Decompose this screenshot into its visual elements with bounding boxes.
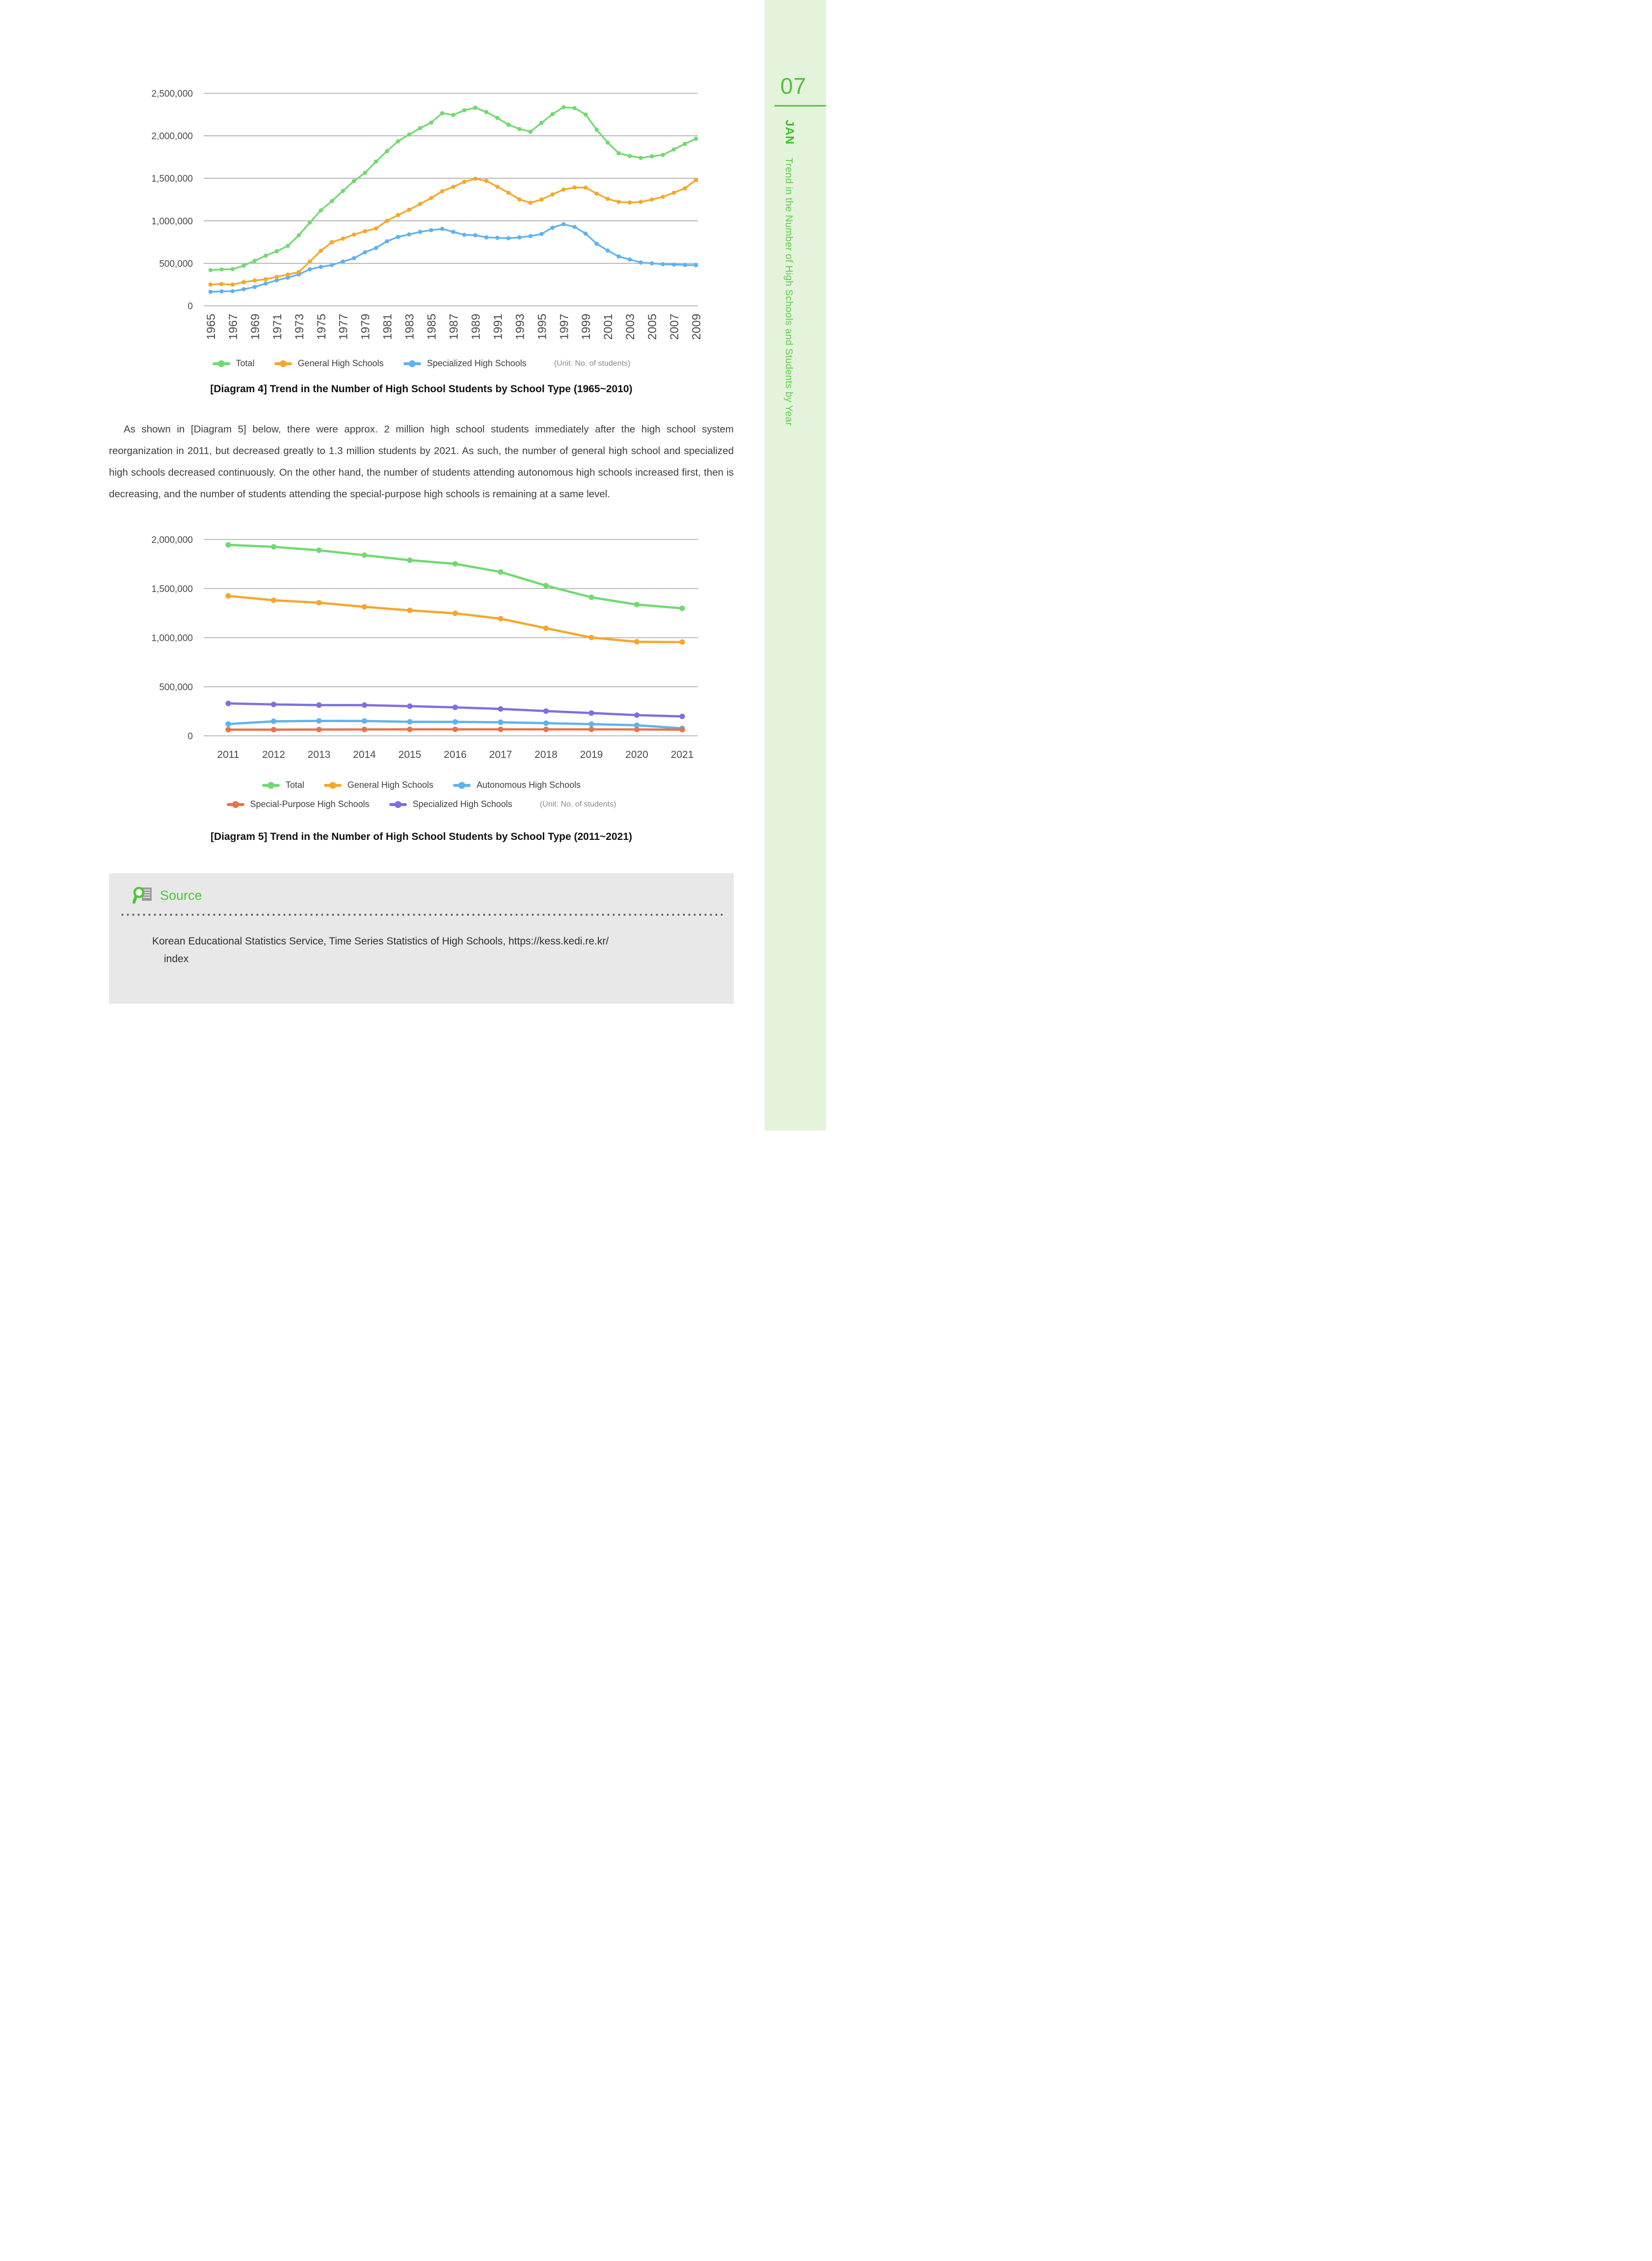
data-point [639,156,643,160]
data-point [385,239,389,243]
data-point [219,289,224,294]
data-point [319,208,323,213]
source-citation [152,933,694,968]
sidebar-rule [774,105,826,107]
data-point [374,160,378,164]
data-point [506,236,511,241]
y-axis-label: 0 [187,301,193,312]
data-point [429,120,433,125]
data-point [650,261,654,266]
data-point [495,236,500,240]
data-point [588,635,594,640]
legend-item-autonomous-high-schools [453,780,581,790]
data-point [407,727,412,732]
legend-item-special-purpose-high-schools [227,799,370,809]
source-citation-line1: Korean Educational Statistics Service, Time Series Statistics of High Schools, https://kess.kedi.re.kr/ [152,936,609,947]
data-point [672,263,676,267]
data-point [683,142,687,146]
data-point [498,616,503,621]
data-point [219,282,224,286]
data-point [517,127,522,131]
data-point [231,282,235,287]
data-point [341,189,345,193]
data-point [634,602,639,607]
data-point [473,177,478,181]
legend-marker [227,803,244,806]
data-point [572,186,577,190]
x-axis-label: 1969 [248,314,262,340]
x-axis-label: 1999 [580,314,593,340]
data-point [385,149,389,153]
data-point [407,558,412,563]
data-point [606,140,610,145]
data-point [297,270,301,274]
data-point [539,121,544,125]
data-point [584,186,588,190]
x-axis-label: 2016 [444,749,467,760]
data-point [694,263,698,268]
data-point [661,153,665,157]
y-axis-label: 2,000,000 [151,131,193,142]
data-point [231,289,235,294]
x-axis-label: 2009 [690,314,703,340]
data-point [453,719,458,725]
data-point [264,254,268,258]
page-number: 07 [780,73,807,99]
data-point [550,192,555,197]
data-point [495,116,500,120]
data-point [363,250,367,255]
data-point [594,242,599,246]
data-point [539,232,544,236]
data-point [572,106,577,110]
data-point [396,235,400,239]
data-point [634,712,639,718]
legend-marker [213,362,230,365]
data-point [628,257,632,262]
legend-label: Total [285,780,304,790]
data-point [271,544,276,549]
x-axis-label: 1979 [359,314,373,340]
data-point [453,561,458,566]
data-point [341,237,345,241]
x-axis-label: 1987 [447,314,461,340]
x-axis-label: 1977 [337,314,350,340]
data-point [529,201,533,205]
data-point [584,231,588,236]
data-point [462,108,467,112]
data-point [672,147,676,152]
data-point [352,179,356,184]
x-axis-label: 2014 [353,749,376,760]
data-point [363,229,367,234]
diagram4-chart [109,83,734,354]
data-point [271,719,276,724]
legend-label: Specialized High Schools [426,358,527,368]
x-axis-label: 1981 [381,314,395,340]
data-point [529,130,533,134]
data-point [506,123,511,127]
source-box [109,873,734,1004]
x-axis-label: 2011 [217,749,240,760]
data-point [319,248,323,253]
legend-item-general-high-schools [324,780,433,790]
data-point [374,226,378,231]
data-point [462,233,467,237]
data-point [225,593,231,598]
data-point [362,552,367,558]
data-point [451,113,455,117]
y-axis-label: 1,000,000 [151,216,193,227]
data-point [588,727,594,732]
data-point [330,263,334,268]
dotted-divider [120,914,723,916]
x-axis-label: 2020 [625,749,648,760]
data-point [679,606,685,611]
x-axis-label: 2007 [668,314,682,340]
y-axis-label: 1,500,000 [151,584,193,594]
y-axis-label: 2,500,000 [151,89,193,99]
x-axis-label: 1995 [535,314,549,340]
sidebar-vertical-text [782,120,796,426]
data-point [275,275,279,279]
data-point [385,219,389,223]
diagram4-legend [109,358,734,369]
data-point [628,154,632,158]
data-point [473,233,478,238]
data-point [316,547,321,553]
source-citation-line2: index [164,953,189,965]
x-axis-label: 1965 [205,314,218,340]
data-point [225,700,231,706]
data-point [362,727,367,732]
y-axis-label: 2,000,000 [151,535,193,545]
data-point [440,189,445,193]
data-point [498,706,503,712]
magnifier-document-icon [133,886,153,905]
data-point [634,639,639,645]
data-point [584,112,588,117]
data-point [453,704,458,710]
data-point [231,267,235,271]
report-page [0,0,826,1130]
data-point [639,200,643,204]
data-point [453,727,458,732]
legend-label: Total [236,358,255,368]
data-point [639,260,643,265]
legend-label: Special-Purpose High Schools [250,799,370,809]
x-axis-label: 2012 [262,749,285,760]
x-axis-label: 1993 [513,314,527,340]
data-point [241,280,246,285]
data-point [543,708,549,714]
legend-label: General High Schools [297,358,384,368]
legend-marker [324,784,342,787]
data-point [352,256,356,261]
data-point [543,727,549,732]
data-point [319,265,323,269]
legend-marker [274,362,292,365]
data-point [407,703,412,709]
data-point [407,719,412,725]
x-axis-label: 1971 [270,314,284,340]
data-point [451,185,455,189]
data-point [498,720,503,725]
unit-label: (Unit: No. of students) [539,800,616,808]
data-point [484,110,489,114]
data-point [362,604,367,610]
data-point [473,106,478,110]
data-point [440,111,445,115]
data-point [308,220,312,225]
legend-marker [389,803,407,806]
data-point [308,267,312,271]
data-point [253,278,257,283]
data-point [683,263,687,268]
legend-item-total [213,358,255,369]
data-point [484,235,489,240]
data-point [588,722,594,727]
data-point [679,639,685,645]
legend-marker [403,362,421,365]
data-point [683,186,687,190]
data-point [672,190,676,195]
data-point [271,727,276,732]
data-point [650,197,654,202]
data-point [606,197,610,201]
data-point [561,105,566,109]
data-point [418,202,423,206]
data-point [374,246,378,250]
data-point [561,188,566,192]
data-point [453,611,458,616]
data-point [594,128,599,132]
data-point [550,225,555,230]
data-point [616,254,621,259]
data-point [606,248,610,253]
data-point [271,701,276,707]
x-axis-label: 2017 [489,749,512,760]
sidebar [765,0,826,1130]
data-point [572,225,577,229]
data-point [543,625,549,631]
diagram5-legend-row1 [109,780,734,790]
data-point [286,272,290,277]
data-point [341,260,345,264]
data-point [209,290,213,294]
legend-item-specialized-high-schools [389,799,512,809]
data-point [517,197,522,202]
data-point [253,285,257,289]
data-point [407,608,412,613]
data-point [352,233,356,237]
legend-label: Autonomous High Schools [477,780,581,790]
data-point [594,191,599,196]
data-point [297,233,301,238]
data-point [241,287,246,292]
data-point [286,244,290,248]
data-point [616,200,621,204]
y-axis-label: 0 [187,731,193,742]
data-point [418,230,423,234]
data-point [661,195,665,199]
legend-item-general-high-schools [274,358,384,369]
data-point [451,230,455,234]
y-axis-label: 500,000 [159,682,193,693]
x-axis-label: 2013 [307,749,331,760]
data-point [650,154,654,159]
diagram5-caption: [Diagram 5] Trend in the Number of High School Students by School Type (2011~2021) [210,831,633,842]
data-point [550,112,555,116]
data-point [517,235,522,240]
diagram5-chart [109,530,734,761]
data-point [225,721,231,727]
x-axis-label: 2015 [398,749,422,760]
diagram4-caption: [Diagram 4] Trend in the Number of High School Students by School Type (1965~2010) [210,383,633,395]
data-point [396,213,400,217]
data-point [429,228,433,233]
x-axis-label: 1983 [403,314,417,340]
data-point [694,136,698,141]
legend-item-total [262,780,304,790]
legend-label: Specialized High Schools [412,799,512,809]
data-point [362,718,367,724]
data-point [316,727,321,732]
data-point [209,282,213,287]
x-axis-label: 2021 [670,749,694,760]
legend-marker [262,784,280,787]
data-point [495,185,500,189]
series-line-specialized-high-schools [211,224,696,292]
data-point [462,180,467,184]
x-axis-label: 1985 [425,314,439,340]
data-point [543,721,549,726]
data-point [241,264,246,268]
x-axis-label: 2019 [580,749,603,760]
data-point [407,208,411,212]
data-point [362,702,367,708]
data-point [308,260,312,264]
series-line-general-high-schools [228,596,682,642]
y-axis-label: 1,500,000 [151,174,193,185]
data-point [628,200,632,205]
data-point [407,133,411,137]
x-axis-label: 2003 [624,314,638,340]
data-point [264,277,268,282]
data-point [418,126,423,131]
data-point [588,710,594,716]
source-heading: Source [160,888,202,903]
data-point [616,151,621,156]
data-point [225,542,231,547]
y-axis-label: 1,000,000 [151,633,193,644]
data-point [225,727,231,732]
data-point [264,281,268,286]
main-content [109,0,734,1004]
data-point [679,714,685,719]
y-axis-label: 500,000 [159,259,193,269]
data-point [694,178,698,182]
diagram5-legend-row2 [109,799,734,809]
x-axis-label: 2005 [646,314,660,340]
sidebar-title: Trend in the Number of High Schools and Students by Year [783,158,794,426]
data-point [253,259,257,263]
data-point [429,196,433,200]
sidebar-month: JAN [783,120,796,145]
data-point [275,249,279,254]
x-axis-label: 2001 [602,314,615,340]
data-point [271,597,276,603]
data-point [219,268,224,272]
unit-label: (Unit: No. of students) [554,359,631,368]
data-point [440,227,445,231]
x-axis-label: 1975 [315,314,328,340]
source-header [109,873,734,905]
body-paragraph: As shown in [Diagram 5] below, there were approx. 2 million high school students immediately after the high school system reorganization in 2011, but decreased greatly to 1.3 million students by 2021. As such, the number of general high school and specialized high schools decreased continuously. On the other hand, the number of students attending autonomous high schools increased first, then is decreasing, and the number of students attending the special-purpose high schools is remaining at a same level. [109,424,734,500]
x-axis-label: 1991 [491,314,505,340]
data-point [506,190,511,195]
data-point [330,240,334,244]
data-point [330,199,334,203]
data-point [316,718,321,724]
x-axis-label: 2018 [534,749,558,760]
data-point [543,583,549,588]
data-point [484,179,489,183]
series-line-total [228,545,682,608]
data-point [407,232,411,237]
data-point [363,171,367,175]
data-point [316,600,321,605]
legend-item-specialized-high-schools [403,358,527,369]
data-point [661,262,665,267]
legend-marker [453,784,471,787]
x-axis-label: 1973 [293,314,306,340]
data-point [529,234,533,239]
x-axis-label: 1967 [226,314,240,340]
data-point [396,139,400,144]
legend-label: General High Schools [347,780,433,790]
data-point [679,727,685,732]
x-axis-label: 1989 [469,314,483,340]
x-axis-label: 1997 [558,314,571,340]
data-point [561,222,566,226]
data-point [539,197,544,202]
data-point [316,702,321,708]
data-point [588,594,594,600]
data-point [634,727,639,732]
data-point [498,727,503,732]
data-point [498,569,503,575]
data-point [209,268,213,272]
